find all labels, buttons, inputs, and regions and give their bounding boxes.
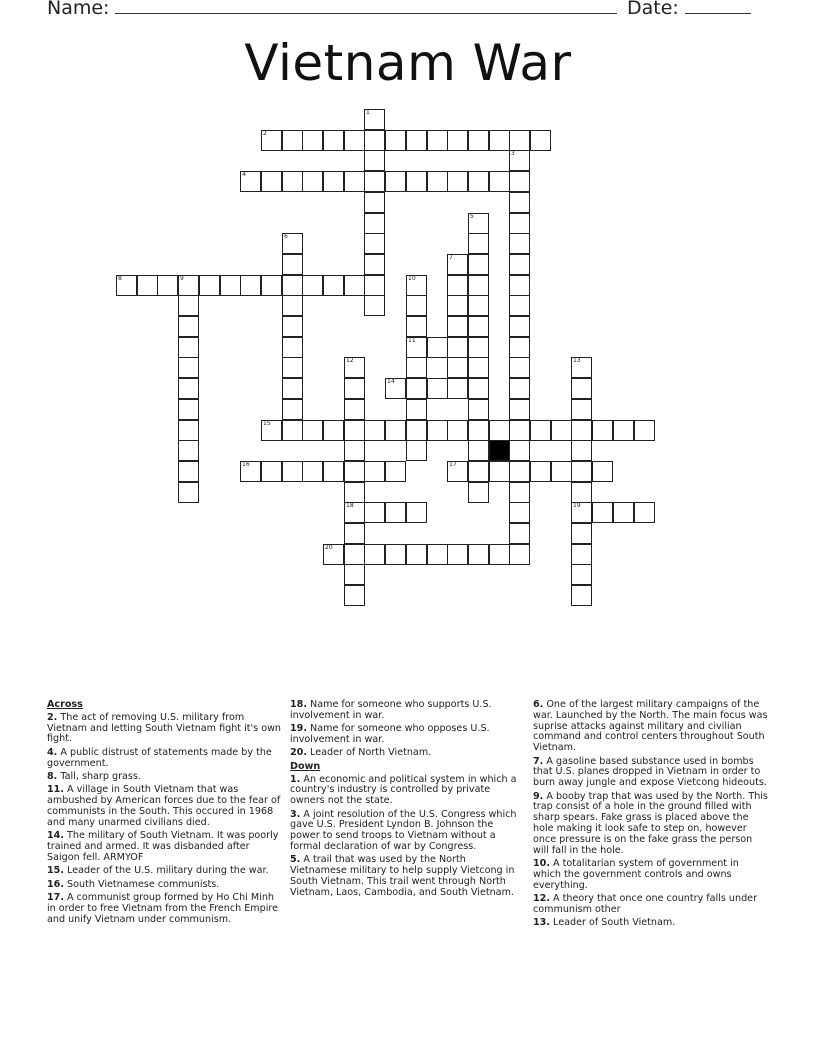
clue-text: The military of South Vietnam. It was poorly trained and armed. It was disbanded after Saigon fell. ARMYOF	[47, 830, 279, 863]
crossword-cell[interactable]	[261, 275, 282, 296]
crossword-cell[interactable]	[634, 420, 655, 441]
clue-across-item	[47, 866, 281, 877]
crossword-cell[interactable]	[364, 109, 385, 130]
clue-number-label: 20.	[290, 747, 307, 759]
crossword-cell[interactable]	[509, 150, 530, 171]
crossword-cell[interactable]	[344, 130, 365, 151]
crossword-cell[interactable]	[509, 420, 530, 441]
clue-number: 17	[449, 461, 457, 468]
clue-text: Name for someone who supports U.S. involvement in war.	[290, 699, 492, 721]
crossword-cell[interactable]	[178, 482, 199, 503]
crossword-cell[interactable]	[385, 130, 406, 151]
clue-number-label: 16.	[47, 878, 64, 890]
clue-number-label: 18.	[290, 699, 307, 710]
crossword-cell[interactable]	[447, 254, 468, 275]
clue-down-item	[533, 700, 769, 754]
clue-text: A totalitarian system of government in which the government controls and owns everything.	[533, 857, 739, 891]
clue-text: Leader of North Vietnam.	[307, 747, 432, 759]
clue-number: 3	[511, 150, 515, 157]
crossword-cell[interactable]	[302, 130, 323, 151]
clue-across-item	[290, 748, 524, 759]
page-title: Vietnam War	[244, 34, 572, 92]
crossword-cell[interactable]	[406, 544, 427, 565]
crossword-cell[interactable]	[468, 130, 489, 151]
crossword-cell[interactable]	[385, 171, 406, 192]
clue-number: 1	[366, 109, 370, 116]
crossword-cell[interactable]	[344, 357, 365, 378]
across-heading: Across	[47, 699, 83, 710]
crossword-cell[interactable]	[509, 295, 530, 316]
crossword-cell[interactable]	[447, 378, 468, 399]
clue-number-label: 19.	[290, 723, 307, 735]
clue-across-item	[290, 700, 524, 722]
crossword-cell[interactable]	[137, 275, 158, 296]
crossword-cell[interactable]	[406, 275, 427, 296]
clues-column-1	[47, 700, 281, 928]
clue-text: Name for someone who opposes U.S. involvement in war.	[290, 723, 490, 745]
crossword-cell[interactable]	[509, 337, 530, 358]
crossword-cell[interactable]	[323, 544, 344, 565]
crossword-cell[interactable]	[634, 502, 655, 523]
crossword-cell[interactable]	[364, 461, 385, 482]
crossword-cell[interactable]	[592, 502, 613, 523]
crossword-cell[interactable]	[530, 420, 551, 441]
clue-number: 7	[449, 254, 453, 261]
crossword-cell[interactable]	[364, 295, 385, 316]
crossword-cell[interactable]	[468, 440, 489, 461]
crossword-cell[interactable]	[509, 213, 530, 234]
crossword-cell[interactable]	[364, 233, 385, 254]
crossword-cell[interactable]	[240, 275, 261, 296]
crossword-cell[interactable]	[427, 171, 448, 192]
crossword-cell[interactable]	[447, 461, 468, 482]
crossword-cell[interactable]	[344, 399, 365, 420]
black-block-cell	[489, 440, 510, 461]
clue-number-label: 2.	[47, 711, 58, 723]
crossword-cell[interactable]	[178, 357, 199, 378]
clue-number: 16	[242, 461, 250, 468]
clue-number: 13	[573, 357, 581, 364]
crossword-cell[interactable]	[571, 399, 592, 420]
crossword-cell[interactable]	[302, 420, 323, 441]
clue-number: 10	[408, 275, 416, 282]
clues-column-2	[290, 700, 524, 901]
crossword-cell[interactable]	[468, 337, 489, 358]
clue-down-item	[533, 757, 769, 789]
crossword-cell[interactable]	[571, 378, 592, 399]
crossword-cell[interactable]	[344, 482, 365, 503]
clue-across-item	[47, 893, 281, 925]
crossword-cell[interactable]	[178, 461, 199, 482]
crossword-cell[interactable]	[323, 130, 344, 151]
crossword-cell[interactable]	[302, 275, 323, 296]
clue-number-label: 14.	[47, 830, 64, 842]
clue-number: 8	[118, 275, 122, 282]
clue-number-label: 4.	[47, 746, 58, 758]
crossword-cell[interactable]	[489, 420, 510, 441]
clue-text: An economic and political system in which a country's industry is controlled by private owners not the state.	[290, 773, 517, 807]
crossword-cell[interactable]	[571, 544, 592, 565]
crossword-cell[interactable]	[282, 420, 303, 441]
clue-number: 14	[387, 378, 395, 385]
crossword-cell[interactable]	[551, 420, 572, 441]
crossword-cell[interactable]	[199, 275, 220, 296]
clue-number-label: 11.	[47, 784, 64, 796]
clue-number: 6	[284, 233, 288, 240]
crossword-cell[interactable]	[468, 461, 489, 482]
crossword-cell[interactable]	[178, 440, 199, 461]
crossword-cell[interactable]	[447, 275, 468, 296]
crossword-cell[interactable]	[468, 213, 489, 234]
crossword-cell[interactable]	[364, 192, 385, 213]
crossword-cell[interactable]	[178, 337, 199, 358]
crossword-cell[interactable]	[178, 275, 199, 296]
crossword-cell[interactable]	[364, 130, 385, 151]
crossword-cell[interactable]	[427, 378, 448, 399]
clue-number-label: 6.	[533, 699, 544, 710]
crossword-cell[interactable]	[613, 420, 634, 441]
clues-column-3	[533, 700, 769, 932]
crossword-cell[interactable]	[178, 295, 199, 316]
crossword-cell[interactable]	[571, 357, 592, 378]
crossword-cell[interactable]	[282, 399, 303, 420]
clue-text: Leader of South Vietnam.	[550, 917, 676, 929]
crossword-cell[interactable]	[344, 440, 365, 461]
crossword-cell[interactable]	[509, 461, 530, 482]
crossword-cell[interactable]	[261, 130, 282, 151]
crossword-cell[interactable]	[116, 275, 137, 296]
crossword-cell[interactable]	[509, 544, 530, 565]
clue-number: 11	[408, 337, 416, 344]
crossword-cell[interactable]	[509, 171, 530, 192]
crossword-cell[interactable]	[571, 461, 592, 482]
crossword-cell[interactable]	[178, 378, 199, 399]
crossword-cell[interactable]	[468, 420, 489, 441]
crossword-cell[interactable]	[406, 316, 427, 337]
crossword-cell[interactable]	[447, 316, 468, 337]
crossword-cell[interactable]	[406, 357, 427, 378]
clue-down-item	[290, 855, 524, 898]
crossword-cell[interactable]	[344, 275, 365, 296]
crossword-cell[interactable]	[509, 357, 530, 378]
clue-number-label: 17.	[47, 891, 64, 903]
crossword-cell[interactable]	[489, 171, 510, 192]
clue-number-label: 5.	[290, 854, 301, 866]
crossword-cell[interactable]	[261, 171, 282, 192]
crossword-cell[interactable]	[509, 254, 530, 275]
crossword-cell[interactable]	[468, 275, 489, 296]
clue-text: Tall, sharp grass.	[57, 770, 141, 782]
crossword-cell[interactable]	[282, 295, 303, 316]
crossword-cell[interactable]	[344, 544, 365, 565]
crossword-cell[interactable]	[282, 316, 303, 337]
crossword-cell[interactable]	[447, 295, 468, 316]
clue-number-label: 1.	[290, 773, 301, 785]
crossword-cell[interactable]	[406, 502, 427, 523]
clue-down-item	[533, 792, 769, 857]
crossword-cell[interactable]	[447, 357, 468, 378]
date-label: Date:	[627, 0, 679, 19]
crossword-cell[interactable]	[344, 585, 365, 606]
crossword-cell[interactable]	[240, 461, 261, 482]
crossword-cell[interactable]	[509, 378, 530, 399]
clue-text: Leader of the U.S. military during the war.	[64, 865, 269, 877]
clue-number: 19	[573, 502, 581, 509]
down-heading: Down	[290, 760, 321, 772]
crossword-cell[interactable]	[447, 337, 468, 358]
clue-text: A joint resolution of the U.S. Congress which gave U.S. President Lyndon B. Johnson the power to send troops to Vietnam without a formal declaration of war by Congress.	[290, 808, 517, 852]
crossword-cell[interactable]	[178, 316, 199, 337]
crossword-cell[interactable]	[344, 378, 365, 399]
crossword-cell[interactable]	[220, 275, 241, 296]
clue-number: 9	[180, 275, 184, 282]
clue-text: South Vietnamese communists.	[64, 878, 220, 890]
crossword-cell[interactable]	[282, 357, 303, 378]
clue-across-item	[290, 724, 524, 746]
crossword-cell[interactable]	[406, 171, 427, 192]
crossword-cell[interactable]	[385, 502, 406, 523]
clue-number-label: 7.	[533, 755, 544, 767]
clue-text: The act of removing U.S. military from Vietnam and letting South Vietnam fight it's own fight.	[47, 711, 282, 745]
crossword-cell[interactable]	[344, 564, 365, 585]
crossword-cell[interactable]	[406, 295, 427, 316]
crossword-cell[interactable]	[489, 130, 510, 151]
crossword-cell[interactable]	[447, 544, 468, 565]
clue-number: 4	[242, 171, 246, 178]
crossword-cell[interactable]	[406, 130, 427, 151]
clue-across-item	[47, 748, 281, 770]
clue-text: A communist group formed by Ho Chi Minh in order to free Vietnam from the French Empire and unify Vietnam under communism.	[47, 891, 279, 925]
clue-number-label: 10.	[533, 857, 550, 869]
crossword-cell[interactable]	[571, 482, 592, 503]
crossword-cell[interactable]	[364, 171, 385, 192]
clue-text: A gasoline based substance used in bombs that U.S. planes dropped in Vietnam in order to burn away jungle and expose Vietcong hideouts.	[533, 755, 767, 789]
crossword-cell[interactable]	[613, 502, 634, 523]
crossword-cell[interactable]	[323, 420, 344, 441]
crossword-cell[interactable]	[592, 461, 613, 482]
crossword-cell[interactable]	[509, 192, 530, 213]
crossword-cell[interactable]	[571, 440, 592, 461]
clue-number-label: 8.	[47, 770, 58, 782]
clue-number-label: 3.	[290, 808, 301, 820]
crossword-cell[interactable]	[447, 130, 468, 151]
clue-down-item	[290, 810, 524, 853]
clue-number-label: 15.	[47, 865, 64, 877]
clue-number: 20	[325, 544, 333, 551]
crossword-cell[interactable]	[344, 420, 365, 441]
crossword-cell[interactable]	[344, 461, 365, 482]
crossword-cell[interactable]	[509, 440, 530, 461]
crossword-cell[interactable]	[385, 420, 406, 441]
crossword-cell[interactable]	[406, 399, 427, 420]
crossword-cell[interactable]	[530, 130, 551, 151]
crossword-cell[interactable]	[364, 213, 385, 234]
crossword-cell[interactable]	[385, 544, 406, 565]
crossword-cell[interactable]	[406, 440, 427, 461]
crossword-cell[interactable]	[323, 171, 344, 192]
clue-text: A booby trap that was used by the North. This trap consist of a hole in the ground filled with sharp spears. Fake grass is placed above the hole making it look safe to step on, however once pressure is on the fake grass the person will fall in the hole.	[533, 790, 768, 856]
clue-across-item	[47, 785, 281, 828]
crossword-cell[interactable]	[489, 544, 510, 565]
crossword-cell[interactable]	[509, 316, 530, 337]
crossword-cell[interactable]	[302, 461, 323, 482]
crossword-cell[interactable]	[261, 420, 282, 441]
crossword-cell[interactable]	[468, 482, 489, 503]
clue-number: 18	[346, 502, 354, 509]
crossword-cell[interactable]	[468, 399, 489, 420]
crossword-cell[interactable]	[592, 420, 613, 441]
crossword-cell[interactable]	[509, 482, 530, 503]
crossword-cell[interactable]	[406, 378, 427, 399]
crossword-cell[interactable]	[427, 544, 448, 565]
crossword-cell[interactable]	[447, 420, 468, 441]
crossword-cell[interactable]	[344, 171, 365, 192]
crossword-cell[interactable]	[282, 130, 303, 151]
crossword-cell[interactable]	[282, 461, 303, 482]
crossword-cell[interactable]	[468, 254, 489, 275]
clue-down-item	[533, 859, 769, 891]
crossword-cell[interactable]	[323, 275, 344, 296]
crossword-cell[interactable]	[571, 420, 592, 441]
crossword-cell[interactable]	[282, 378, 303, 399]
crossword-cell[interactable]	[468, 316, 489, 337]
clue-number: 2	[263, 130, 267, 137]
crossword-cell[interactable]	[447, 171, 468, 192]
crossword-cell[interactable]	[468, 171, 489, 192]
crossword-cell[interactable]	[509, 233, 530, 254]
crossword-cell[interactable]	[385, 461, 406, 482]
crossword-cell[interactable]	[427, 420, 448, 441]
crossword-cell[interactable]	[468, 378, 489, 399]
crossword-cell[interactable]	[364, 150, 385, 171]
crossword-cell[interactable]	[323, 461, 344, 482]
crossword-cell[interactable]	[178, 420, 199, 441]
crossword-cell[interactable]	[240, 171, 261, 192]
crossword-cell[interactable]	[344, 523, 365, 544]
crossword-cell[interactable]	[509, 275, 530, 296]
crossword-cell[interactable]	[427, 337, 448, 358]
clue-across-item	[47, 772, 281, 783]
clue-number-label: 13.	[533, 917, 550, 929]
crossword-cell[interactable]	[282, 233, 303, 254]
crossword-cell[interactable]	[261, 461, 282, 482]
crossword-cell[interactable]	[489, 461, 510, 482]
crossword-cell[interactable]	[406, 337, 427, 358]
crossword-cell[interactable]	[364, 254, 385, 275]
crossword-cell[interactable]	[344, 502, 365, 523]
clue-across-item	[47, 880, 281, 891]
crossword-cell[interactable]	[178, 399, 199, 420]
crossword-cell[interactable]	[406, 420, 427, 441]
clue-across-item	[47, 831, 281, 863]
crossword-cell[interactable]	[509, 502, 530, 523]
crossword-cell[interactable]	[157, 275, 178, 296]
crossword-cell[interactable]	[571, 564, 592, 585]
crossword-cell[interactable]	[364, 420, 385, 441]
crossword-cell[interactable]	[364, 275, 385, 296]
clue-across-item	[47, 713, 281, 745]
crossword-cell[interactable]	[468, 544, 489, 565]
crossword-cell[interactable]	[509, 523, 530, 544]
clue-number: 12	[346, 357, 354, 364]
crossword-cell[interactable]	[468, 233, 489, 254]
clue-down-item	[290, 775, 524, 807]
clue-down-item	[533, 918, 769, 929]
name-label: Name:	[47, 0, 110, 19]
crossword-cell[interactable]	[509, 399, 530, 420]
clue-text: A public distrust of statements made by the government.	[47, 746, 272, 769]
crossword-cell[interactable]	[468, 357, 489, 378]
clue-text: One of the largest military campaigns of the war. Launched by the North. The main focus was suprise attacks against military and civilian command and control centers throughout South Vietnam.	[533, 699, 768, 754]
crossword-cell[interactable]	[551, 461, 572, 482]
crossword-cell[interactable]	[282, 254, 303, 275]
clue-text: A village in South Vietnam that was ambushed by American forces due to the fear of communists in the South. This occured in 1968 and many unarmed civilians died.	[47, 784, 281, 828]
crossword-cell[interactable]	[530, 461, 551, 482]
clue-text: A theory that once one country falls under communism other	[533, 892, 758, 915]
clue-text: A trail that was used by the North Vietnamese military to help supply Vietcong in South Vietnam. This trail went through North Vietnam, Laos, Cambodia, and South Vietnam.	[290, 854, 515, 898]
clue-down-item	[533, 894, 769, 916]
crossword-cell[interactable]	[571, 585, 592, 606]
crossword-cell[interactable]	[468, 295, 489, 316]
clue-number-label: 9.	[533, 790, 544, 802]
clue-number: 5	[470, 213, 474, 220]
crossword-cell[interactable]	[571, 523, 592, 544]
crossword-cell[interactable]	[282, 171, 303, 192]
crossword-cell[interactable]	[427, 130, 448, 151]
crossword-cell[interactable]	[282, 337, 303, 358]
crossword-cell[interactable]	[571, 502, 592, 523]
crossword-cell[interactable]	[364, 544, 385, 565]
crossword-cell[interactable]	[282, 275, 303, 296]
crossword-cell[interactable]	[364, 502, 385, 523]
clue-number-label: 12.	[533, 892, 550, 904]
crossword-cell[interactable]	[302, 171, 323, 192]
crossword-cell[interactable]	[509, 130, 530, 151]
crossword-cell[interactable]	[385, 378, 406, 399]
clue-number: 15	[263, 420, 271, 427]
